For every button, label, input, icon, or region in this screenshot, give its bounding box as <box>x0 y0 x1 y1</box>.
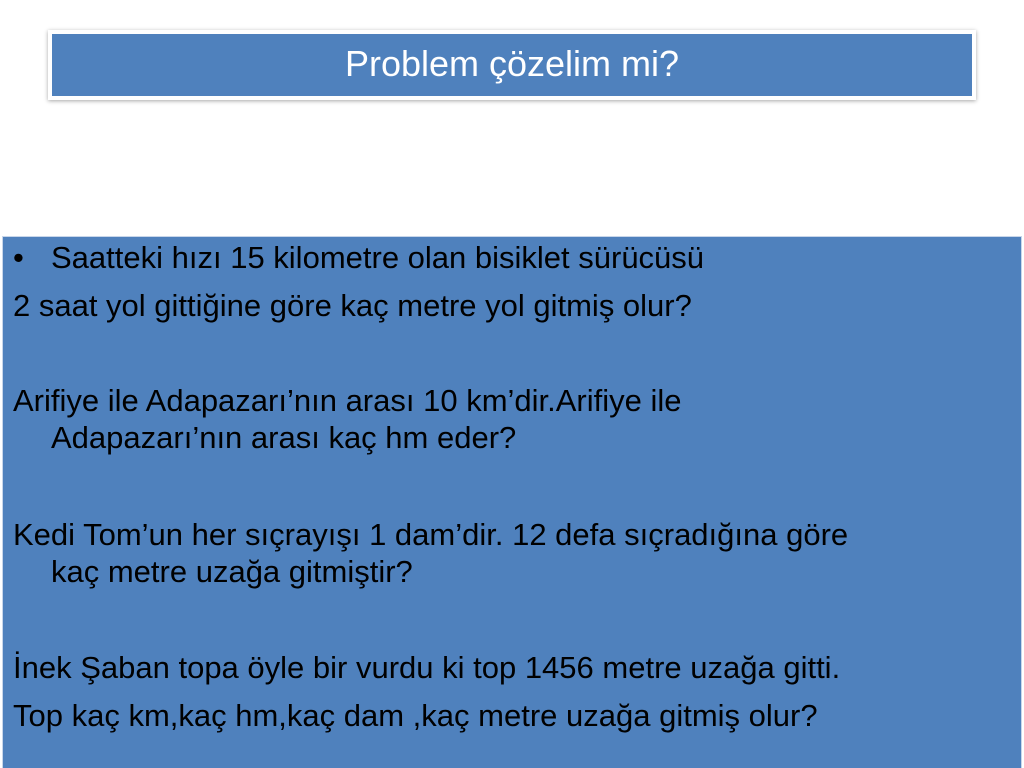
problem-4 <box>13 649 840 686</box>
problem-2-line-1: Arifiye ile Adapazarı’nın arası 10 km’dir.Arifiye ile <box>13 383 682 418</box>
title-frame <box>48 30 976 100</box>
slide-title: Problem çözelim mi? <box>344 43 680 84</box>
problem-3-line-2: kaç metre uzağa gitmiştir? <box>51 554 413 589</box>
problem-4-line-2: Top kaç km,kaç hm,kaç dam ,kaç metre uzağa gitmiş olur? <box>13 698 818 733</box>
problem-4-line-1: İnek Şaban topa öyle bir vurdu ki top 1456 metre uzağa gitti. <box>13 650 841 685</box>
bullet-item <box>13 239 704 276</box>
problem-1-line-2 <box>13 287 692 324</box>
problem-4-question <box>13 697 818 734</box>
problem-2-line-2: Adapazarı’nın arası kaç hm eder? <box>51 420 517 455</box>
title-box <box>52 34 972 96</box>
problem-3 <box>13 516 848 590</box>
problem-3-line-1: Kedi Tom’un her sıçrayışı 1 dam’dir. 12 defa sıçradığına göre <box>13 517 849 552</box>
bullet-glyph: • <box>13 240 24 275</box>
bullet-marker <box>13 239 51 276</box>
problem-1-text: 2 saat yol gittiğine göre kaç metre yol gitmiş olur? <box>13 288 692 323</box>
problem-2 <box>13 382 682 456</box>
bullet-text: Saatteki hızı 15 kilometre olan bisiklet sürücüsü <box>51 240 705 275</box>
content-box <box>2 236 1022 768</box>
